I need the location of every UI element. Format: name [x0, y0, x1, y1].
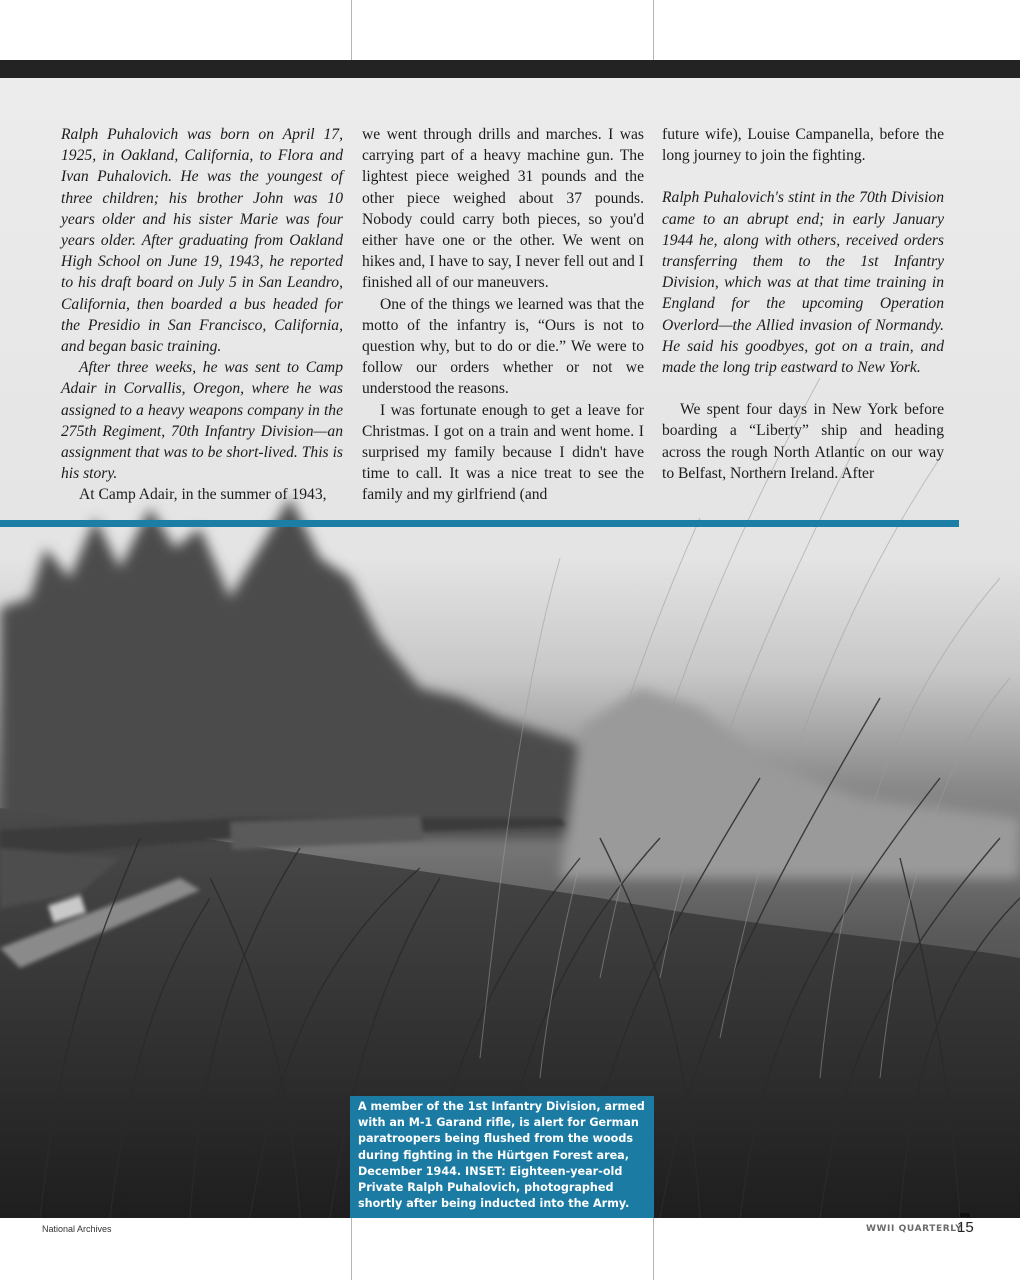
photo-caption: A member of the 1st Infantry Division, armed with an M-1 Garand rifle, is alert for German paratroopers being flushed from the woods during fighting in the Hürtgen Forest area, December 1944. INSET: Eighteen-year-old Private Ralph Puhalovich, photographed shortly after being inducted into the Army. — [358, 1100, 645, 1211]
page-tick — [960, 1213, 970, 1217]
text-column-1 — [61, 124, 343, 506]
body-paragraph: future wife), Louise Campanella, before the long journey to join the fighting. — [662, 126, 944, 165]
crop-mark-bottom-left — [351, 1218, 352, 1280]
body-paragraph: At Camp Adair, in the summer of 1943, — [79, 486, 327, 504]
accent-rule — [0, 520, 959, 527]
crop-mark-top-right — [653, 0, 654, 60]
body-paragraph: One of the things we learned was that the motto of the infantry is, “Ours is not to question why, but to do or die.” We were to follow our orders whether or not we understood the reasons. — [362, 295, 644, 398]
intro-paragraph: Ralph Puhalovich was born on April 17, 1925, in Oakland, California, to Flora and Ivan Puhalovich. He was the youngest of three children; his brother John was 10 years older and his sister Marie was four years older. After graduating from Oakland High School on June 19, 1943, he reported to his draft board on July 5 in San Leandro, California, then boarded a bus headed for the Presidio in San Francisco, California, and began basic training. — [61, 126, 343, 356]
body-paragraph: We spent four days in New York before boarding a “Liberty” ship and heading across the rough North Atlantic on our way to Belfast, Northern Ireland. After — [662, 401, 944, 482]
top-bar — [0, 60, 1020, 78]
crop-mark-bottom-right — [653, 1218, 654, 1280]
photo-credit: National Archives — [42, 1224, 112, 1234]
body-paragraph: I was fortunate enough to get a leave for Christmas. I got on a train and went home. I surprised my family because I didn't have time to call. It was a nice treat to see the family and my girlfriend (and — [362, 401, 644, 504]
text-column-2 — [362, 124, 644, 506]
text-column-3 — [662, 124, 944, 484]
intro-paragraph: After three weeks, he was sent to Camp Adair in Corvallis, Oregon, where he was assigned to a heavy weapons company in the 275th Regiment, 70th Infantry Division—an assignment that was to be short-lived. This is his story. — [61, 359, 343, 483]
magazine-name: WWII QUARTERLY — [866, 1224, 963, 1234]
crop-mark-top-left — [351, 0, 352, 60]
intro-paragraph: Ralph Puhalovich's stint in the 70th Division came to an abrupt end; in early January 1944 he, along with others, received orders transferring them to the 1st Infantry Division, which was at that time training in England for the upcoming Operation Overlord—the Allied invasion of Normandy. He said his goodbyes, got on a train, and made the long trip eastward to New York. — [662, 189, 944, 377]
body-paragraph: we went through drills and marches. I was carrying part of a heavy machine gun. The lightest piece weighed 31 pounds and the other piece weighed about 37 pounds. Nobody could carry both pieces, so you'd either have one or the other. We went on hikes and, I have to say, I never fell out and I finished all of our maneuvers. — [362, 126, 644, 292]
page-number: 15 — [957, 1219, 974, 1236]
